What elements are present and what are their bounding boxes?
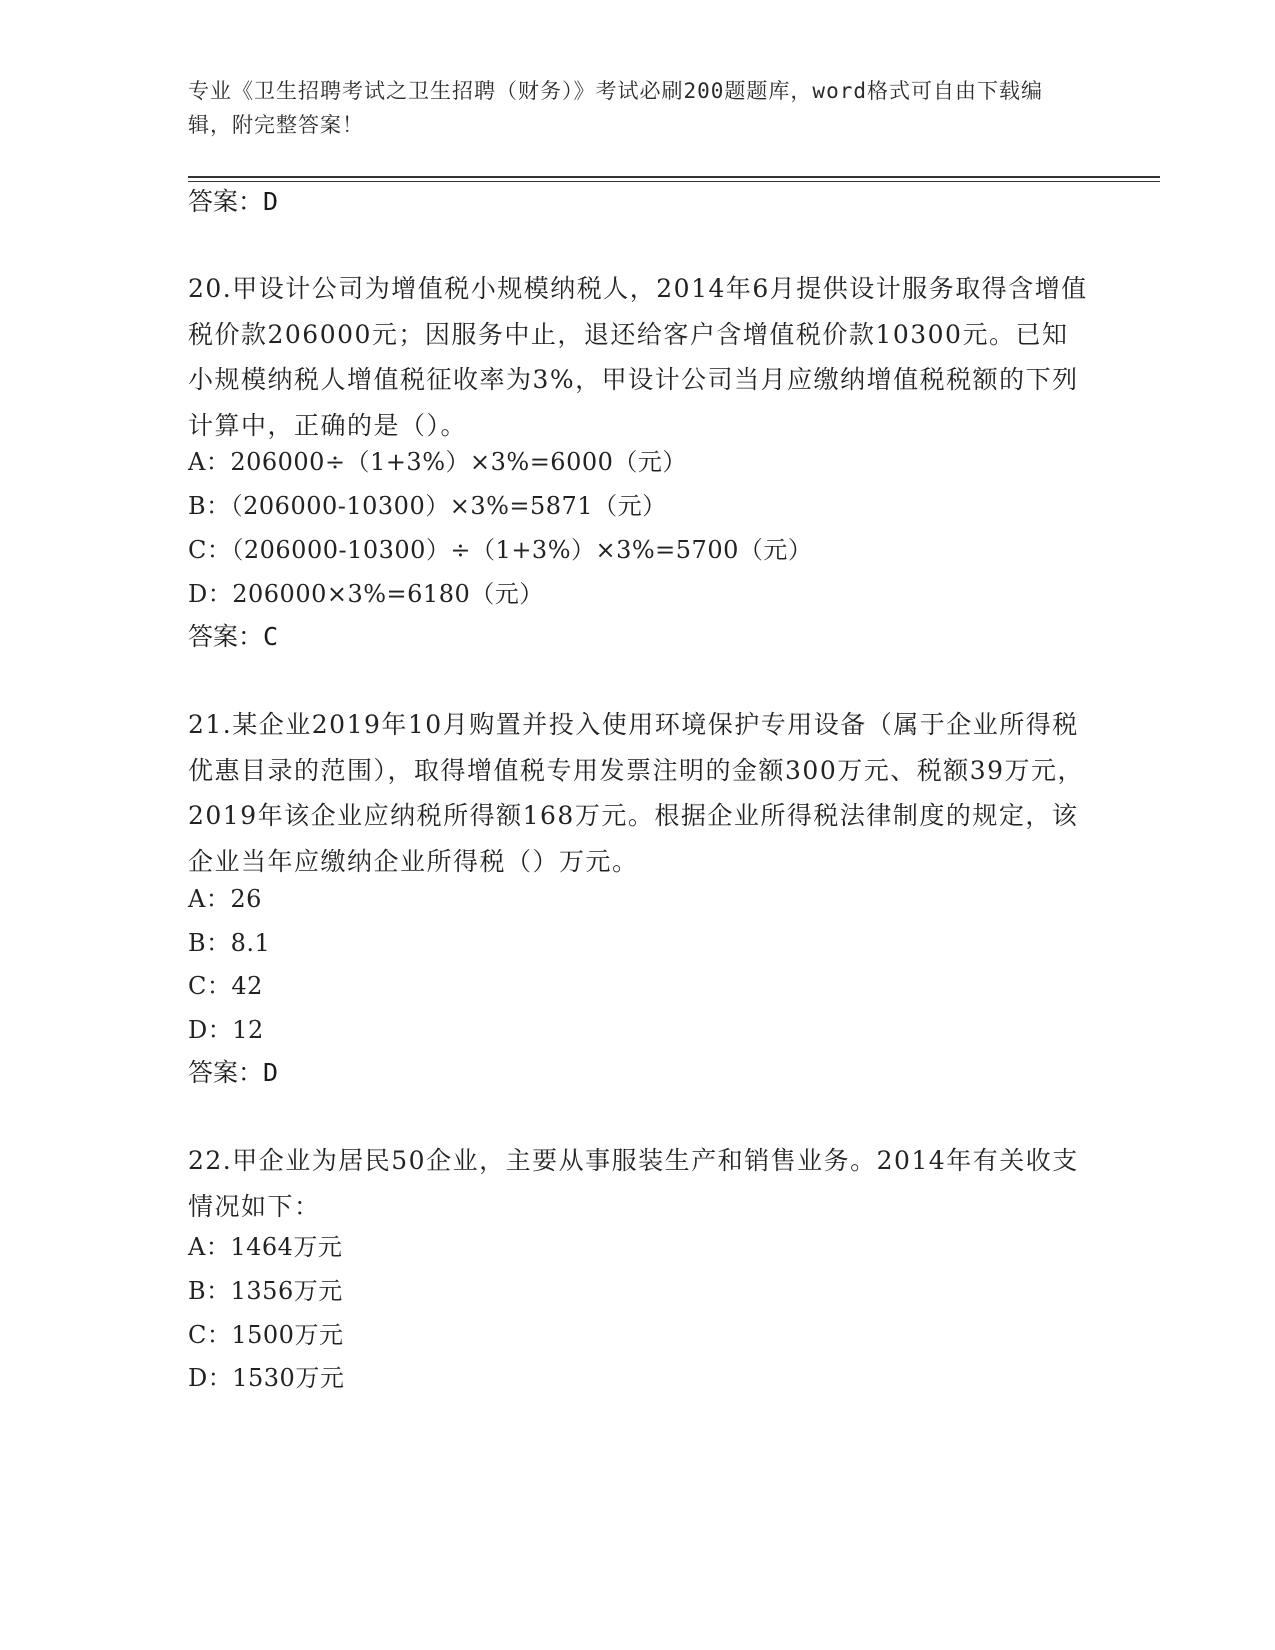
header-divider-thick — [188, 176, 1160, 178]
answer-previous: 答案：D — [188, 187, 279, 216]
question-21-option-a: A：26 — [188, 885, 262, 913]
question-20-option-b: B：（206000-10300）×3%=5871（元） — [188, 492, 667, 520]
question-21-option-c: C：42 — [188, 972, 263, 1000]
question-21: 21.某企业2019年10月购置并投入使用环境保护专用设备（属于企业所得税优惠目录的范围），取得增值税专用发票注明的金额300万元、税额39万元，2019年该企业应纳税所得额168万元。根据企业所得税法律制度的规定，该企业当年应缴纳企业所得税（）万元。 — [188, 710, 1085, 876]
document-header: 专业《卫生招聘考试之卫生招聘（财务）》考试必刷200题题库，word格式可自由下载编辑，附完整答案！ — [188, 79, 1043, 137]
question-20-answer: 答案：C — [188, 622, 279, 651]
question-22-option-d: D：1530万元 — [188, 1364, 345, 1392]
question-20-option-d: D：206000×3%=6180（元） — [188, 580, 544, 608]
question-21-answer: 答案：D — [188, 1058, 279, 1087]
question-21-option-b: B：8.1 — [188, 929, 271, 957]
question-21-option-d: D：12 — [188, 1016, 264, 1044]
question-22-option-b: B：1356万元 — [188, 1277, 343, 1305]
question-22-option-c: C：1500万元 — [188, 1321, 344, 1349]
header-divider-thin — [188, 181, 1160, 182]
question-22: 22.甲企业为居民50企业，主要从事服装生产和销售业务。2014年有关收支情况如下： — [188, 1146, 1079, 1221]
question-20-option-a: A：206000÷（1+3%）×3%=6000（元） — [188, 448, 687, 476]
question-22-option-a: A：1464万元 — [188, 1233, 343, 1261]
question-20: 20.甲设计公司为增值税小规模纳税人，2014年6月提供设计服务取得含增值税价款206000元；因服务中止，退还给客户含增值税价款10300元。已知小规模纳税人增值税征收率为3%，甲设计公司当月应缴纳增值税税额的下列计算中，正确的是（）。 — [188, 274, 1088, 440]
question-20-option-c: C：（206000-10300）÷（1+3%）×3%=5700（元） — [188, 536, 813, 564]
